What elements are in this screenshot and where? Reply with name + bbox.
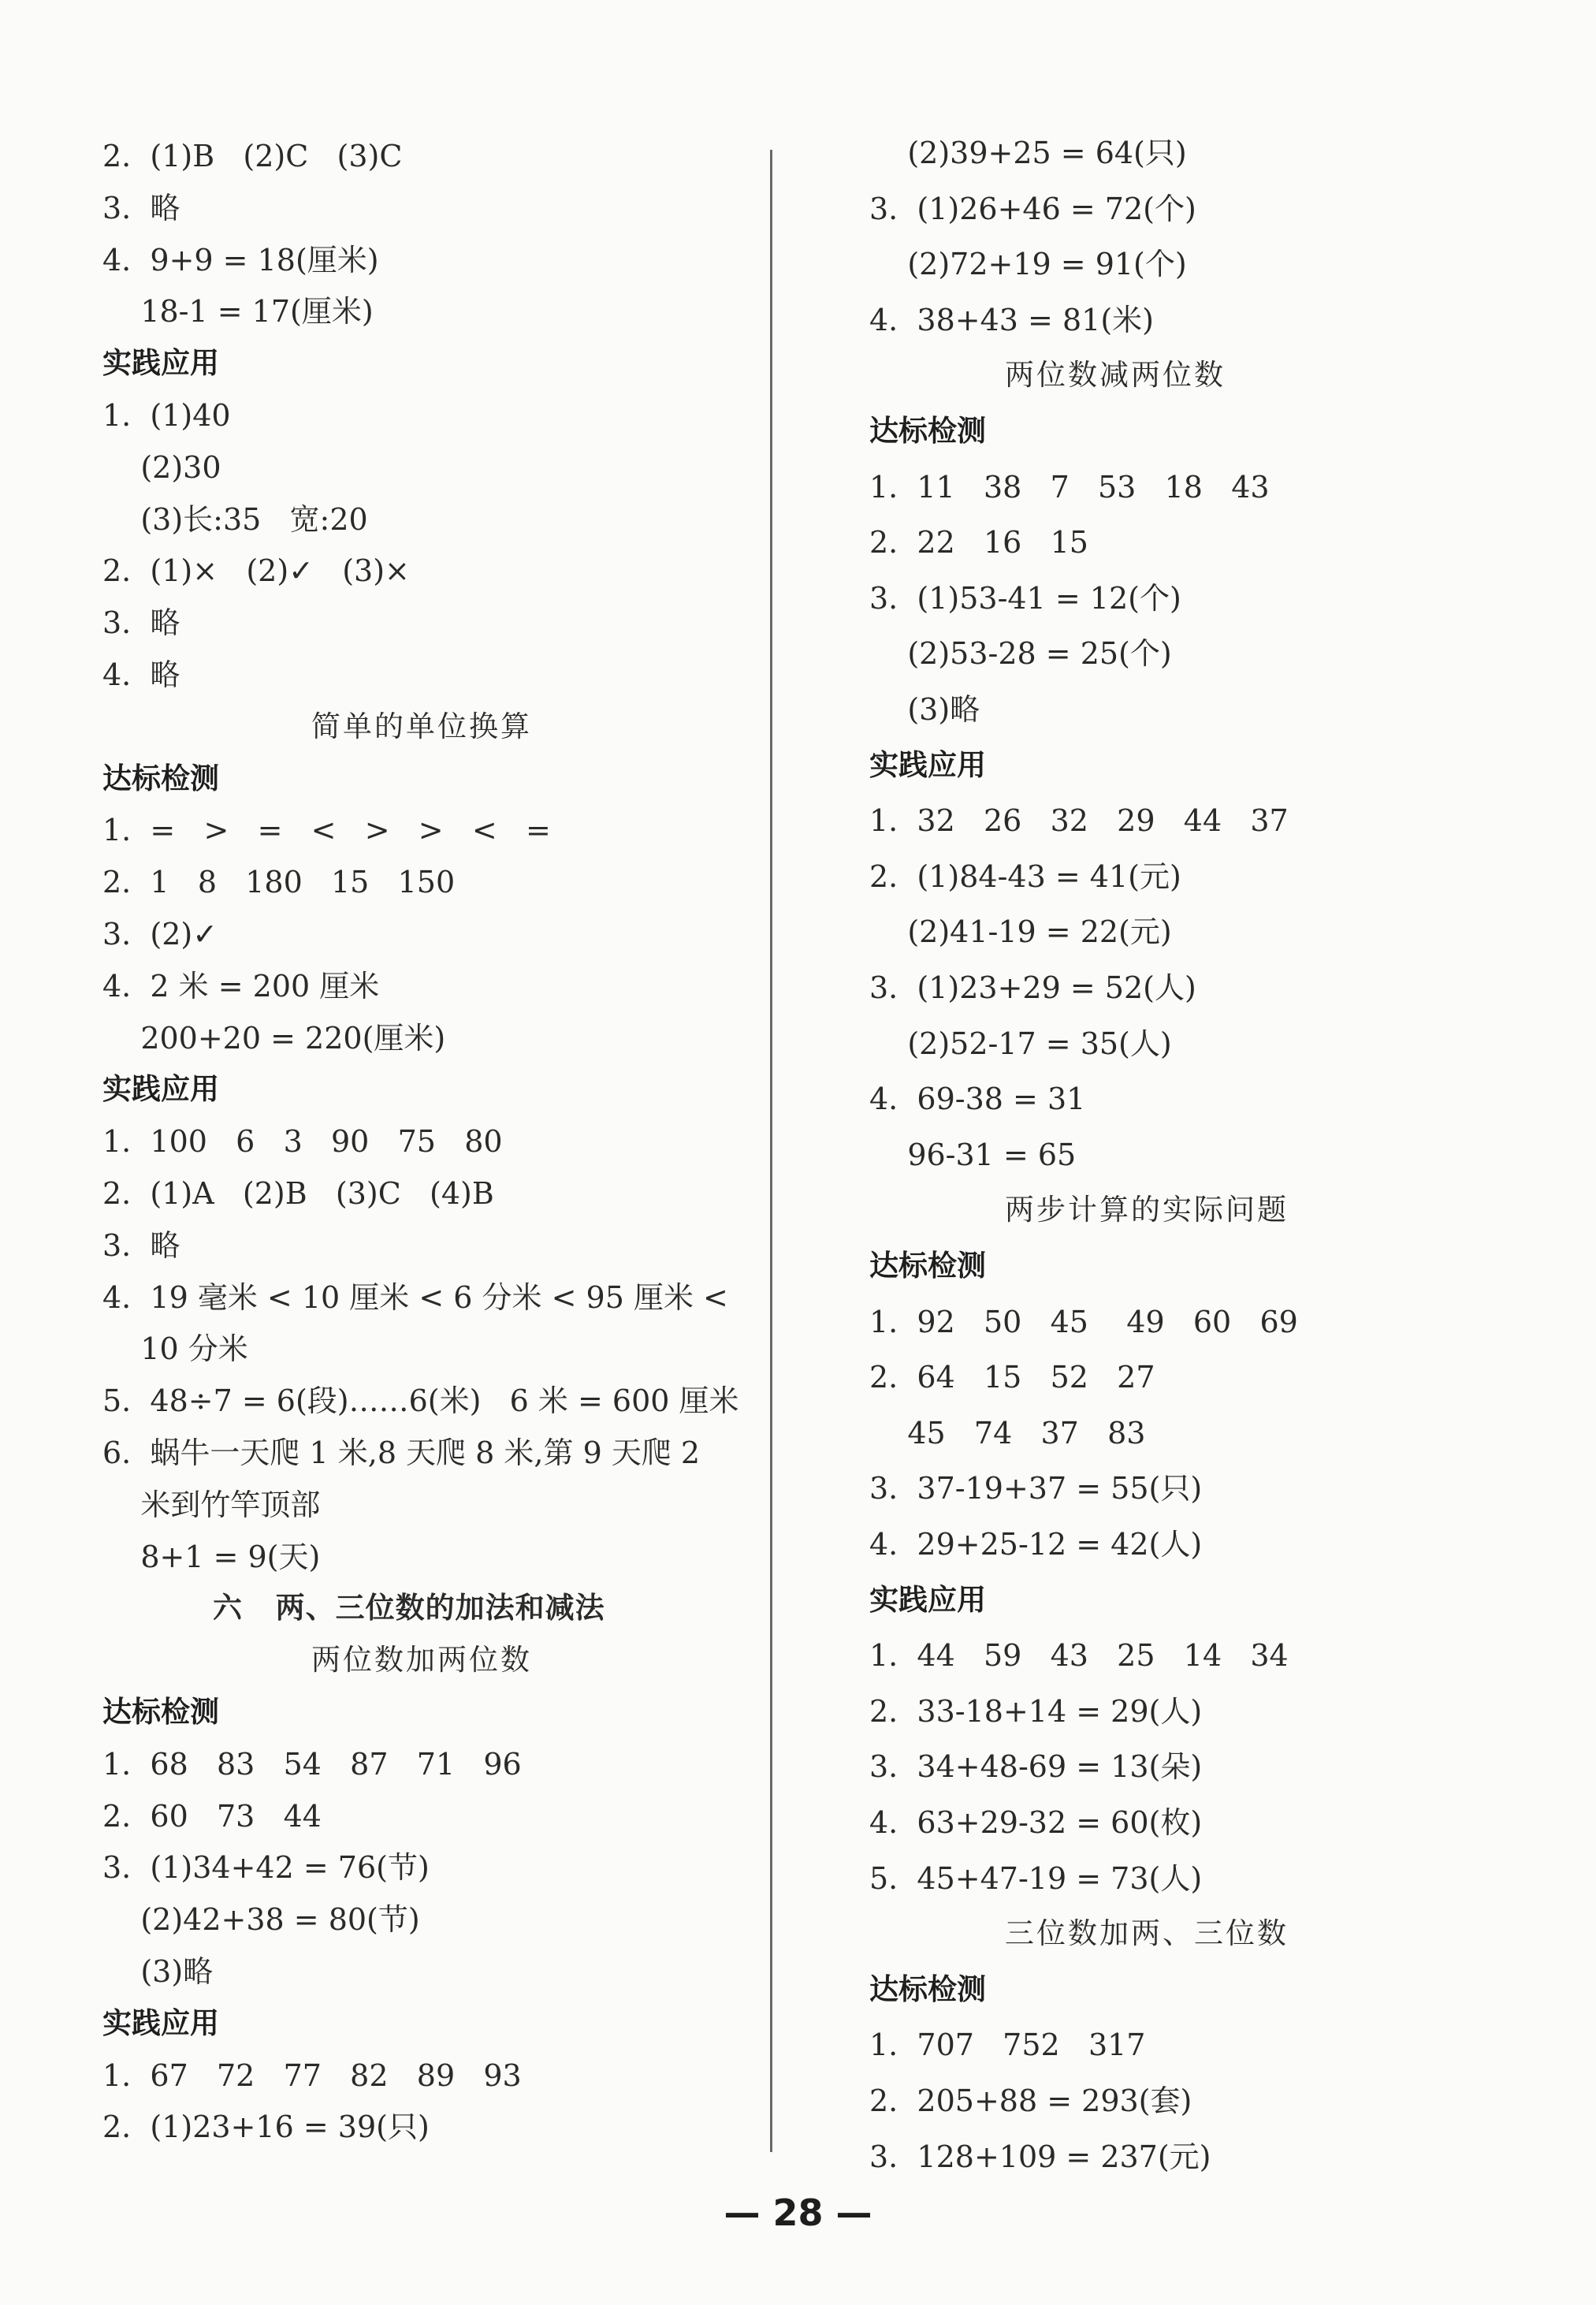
answer-line: (3)略 — [102, 1954, 214, 1989]
subsection-heading: 实践应用 — [102, 2005, 219, 2040]
subsection-heading: 达标检测 — [869, 414, 986, 448]
answer-line: (3)长:35 宽:20 — [102, 501, 368, 537]
subsection-heading: 达标检测 — [869, 1972, 986, 2006]
answer-line: 米到竹竿顶部 — [102, 1487, 321, 1522]
answer-line: 2. (1)B (2)C (3)C — [102, 139, 403, 173]
answer-line: 200+20 = 220(厘米) — [102, 1020, 446, 1056]
answer-line: 2. 22 16 15 — [869, 525, 1088, 560]
answer-line: 4. 略 — [102, 657, 180, 692]
answer-line: 3. 128+109 = 237(元) — [869, 2139, 1211, 2174]
column-divider — [770, 150, 772, 2152]
answer-line: 4. 29+25-12 = 42(人) — [869, 1527, 1203, 1562]
answer-line: (2)72+19 = 91(个) — [869, 247, 1187, 282]
answer-line: 3. 37-19+37 = 55(只) — [869, 1471, 1203, 1506]
answer-line: (2)30 — [102, 449, 221, 485]
answer-line: (2)41-19 = 22(元) — [869, 914, 1172, 950]
answer-line: 3. (1)34+42 = 76(节) — [102, 1850, 430, 1886]
answer-line: 3. (2)✓ — [102, 917, 218, 951]
answer-line: 1. 44 59 43 25 14 34 — [869, 1638, 1289, 1674]
answer-line: 4. 63+29-32 = 60(枚) — [869, 1805, 1203, 1840]
subsection-heading: 达标检测 — [102, 761, 219, 795]
answer-line: 1. 92 50 45 49 60 69 — [869, 1304, 1298, 1339]
section-title: 两位数加两位数 — [311, 1643, 532, 1678]
answer-line: 3. (1)23+29 = 52(人) — [869, 970, 1196, 1005]
answer-line: 2. 33-18+14 = 29(人) — [869, 1693, 1203, 1729]
section-title: 简单的单位换算 — [311, 709, 532, 743]
answer-line: (2)39+25 = 64(只) — [869, 136, 1187, 170]
section-title: 两位数减两位数 — [1005, 358, 1226, 393]
page-number: — 28 — — [724, 2191, 872, 2234]
subsection-heading: 实践应用 — [102, 1072, 219, 1107]
answer-line: 2. (1)A (2)B (3)C (4)B — [102, 1176, 494, 1211]
answer-line: 1. 100 6 3 90 75 80 — [102, 1124, 503, 1160]
answer-line: 3. 略 — [102, 190, 180, 225]
answer-line: 3. 略 — [102, 1227, 180, 1263]
answer-line: 1. (1)40 — [102, 398, 231, 433]
answer-line: 1. 68 83 54 87 71 96 — [102, 1746, 522, 1782]
answer-line: 18-1 = 17(厘米) — [102, 294, 374, 330]
answer-line: 3. 略 — [102, 605, 180, 641]
answer-line: 10 分米 — [102, 1331, 248, 1367]
answer-line: 4. 19 毫米 < 10 厘米 < 6 分米 < 95 厘米 < — [102, 1279, 728, 1315]
answer-line: (2)52-17 = 35(人) — [869, 1026, 1172, 1061]
answer-line: (2)53-28 = 25(个) — [869, 636, 1172, 672]
subsection-heading: 达标检测 — [869, 1249, 986, 1283]
answer-line: 4. 9+9 = 18(厘米) — [102, 242, 379, 277]
answer-line: 1. 11 38 7 53 18 43 — [869, 469, 1270, 505]
answer-line: 1. 32 26 32 29 44 37 — [869, 803, 1289, 839]
answer-line: 2. 60 73 44 — [102, 1798, 322, 1834]
answer-line: 6. 蜗牛一天爬 1 米,8 天爬 8 米,第 9 天爬 2 — [102, 1436, 701, 1470]
answer-line: 1. 707 752 317 — [869, 2028, 1146, 2063]
answer-line: 4. 69-38 = 31 — [869, 1082, 1086, 1117]
answer-line: 4. 2 米 = 200 厘米 — [102, 968, 380, 1004]
answer-line: 8+1 = 9(天) — [102, 1539, 321, 1574]
answer-line: 4. 38+43 = 81(米) — [869, 302, 1154, 337]
answer-line: 2. 1 8 180 15 150 — [102, 865, 456, 900]
answer-line: 1. = > = < > > < = — [102, 813, 551, 848]
answer-line: 2. 64 15 52 27 — [869, 1360, 1155, 1395]
answer-line: (3)略 — [869, 692, 980, 727]
section-title: 两步计算的实际问题 — [1005, 1193, 1289, 1227]
answer-line: 96-31 = 65 — [869, 1137, 1077, 1172]
answer-line: 2. (1)× (2)✓ (3)× — [102, 553, 410, 589]
subsection-heading: 实践应用 — [102, 346, 219, 381]
subsection-heading: 实践应用 — [869, 747, 986, 782]
chapter-heading: 六 两、三位数的加法和减法 — [213, 1591, 605, 1625]
answer-line: 3. (1)53-41 = 12(个) — [869, 580, 1181, 616]
answer-line: 2. (1)84-43 = 41(元) — [869, 858, 1181, 894]
answer-line: 1. 67 72 77 82 89 93 — [102, 2057, 522, 2093]
answer-line: 5. 48÷7 = 6(段)……6(米) 6 米 = 600 厘米 — [102, 1383, 739, 1419]
subsection-heading: 实践应用 — [869, 1582, 986, 1617]
answer-line: 5. 45+47-19 = 73(人) — [869, 1860, 1203, 1896]
section-title: 三位数加两、三位数 — [1005, 1916, 1289, 1951]
subsection-heading: 达标检测 — [102, 1695, 219, 1729]
answer-line: 45 74 37 83 — [869, 1415, 1146, 1450]
answer-line: 3. (1)26+46 = 72(个) — [869, 191, 1196, 226]
answer-line: (2)42+38 = 80(节) — [102, 1902, 420, 1938]
answer-line: 2. (1)23+16 = 39(只) — [102, 2110, 430, 2145]
answer-line: 3. 34+48-69 = 13(朵) — [869, 1749, 1203, 1785]
answer-line: 2. 205+88 = 293(套) — [869, 2083, 1192, 2118]
